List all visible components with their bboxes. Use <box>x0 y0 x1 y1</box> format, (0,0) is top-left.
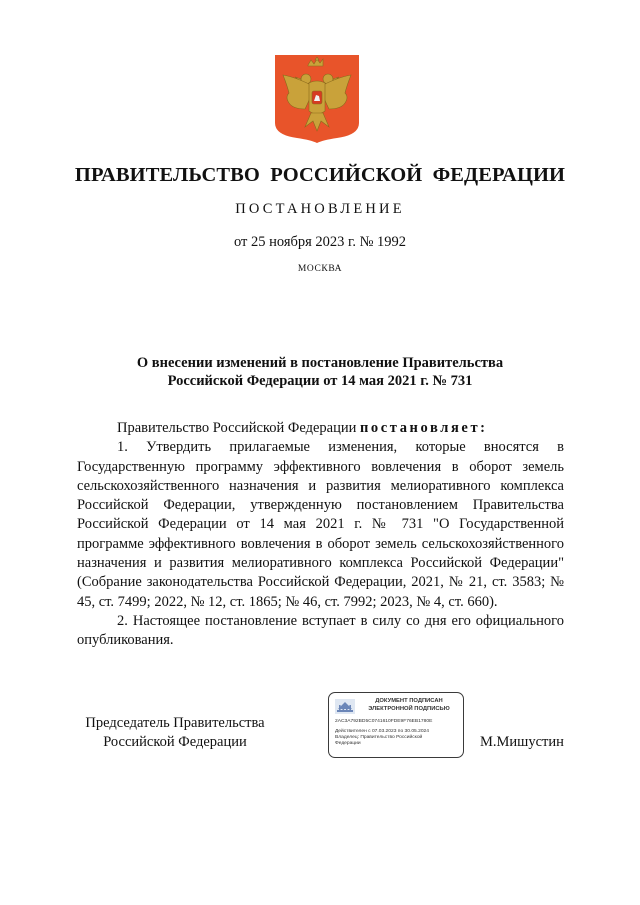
signatory-position <box>80 714 270 752</box>
decree-word: постановляет: <box>359 420 488 436</box>
position-line-1: Председатель Правительства <box>85 715 265 731</box>
document-body <box>77 419 564 651</box>
stamp-certificate: 2AC3A792BD5C0741610FDE9F76EB1780E <box>335 719 433 724</box>
document-type: ПОСТАНОВЛЕНИЕ <box>235 201 405 217</box>
subject-line-2: Российской Федерации от 14 мая 2021 г. № 731 <box>167 373 473 389</box>
document-date-number: от 25 ноября 2023 г. № 1992 <box>233 234 407 250</box>
stamp-title <box>357 698 461 713</box>
stamp-title-line-1: ДОКУМЕНТ ПОДПИСАН <box>375 698 443 704</box>
document-city: МОСКВА <box>297 264 343 274</box>
stamp-validity: Действителен с 07.03.2023 по 30.05.2024 <box>335 729 429 734</box>
item-2-paragraph: 2. Настоящее постановление вступает в силу со дня его официального опубликования. <box>77 612 564 649</box>
stamp-title-line-2: ЭЛЕКТРОННОЙ ПОДПИСЬЮ <box>368 705 450 712</box>
document-subject <box>0 354 640 390</box>
russian-coat-of-arms-icon <box>275 55 359 143</box>
item-1-paragraph: 1. Утвердить прилагаемые изменения, которые вносятся в Государственную программу эффективного вовлечения в оборот земель сельскохозяйственного назначения и развития мелиоративного комплекса Российской Федерации, утвержденную постановлением Правительства Российской Федерации от 14 мая 2021 г. № 731 "О Государственной программе эффективного вовлечения в оборот земель сельскохозяйственного назначения и развития мелиоративного комплекса Российской Федерации" (Собрание законодательства Российской Федерации, 2021, № 21, ст. 3583; № 45, ст. 7499; 2022, № 12, ст. 1865; № 46, ст. 7992; 2023, № 4, ст. 660). <box>77 439 564 610</box>
stamp-owner-line-2: Федерации <box>335 741 361 746</box>
subject-line-1: О внесении изменений в постановление Правительства <box>136 355 504 371</box>
government-title: ПРАВИТЕЛЬСТВО РОССИЙСКОЙ ФЕДЕРАЦИИ <box>74 164 566 186</box>
signatory-name: М.Мишустин <box>480 734 564 750</box>
intro-paragraph <box>77 419 564 438</box>
electronic-signature-stamp <box>328 692 464 758</box>
government-building-icon <box>335 699 355 714</box>
stamp-owner-line-1: Владелец: Правительство Российской <box>335 735 423 740</box>
position-line-2: Российской Федерации <box>103 734 247 750</box>
intro-text: Правительство Российской Федерации <box>117 420 360 436</box>
